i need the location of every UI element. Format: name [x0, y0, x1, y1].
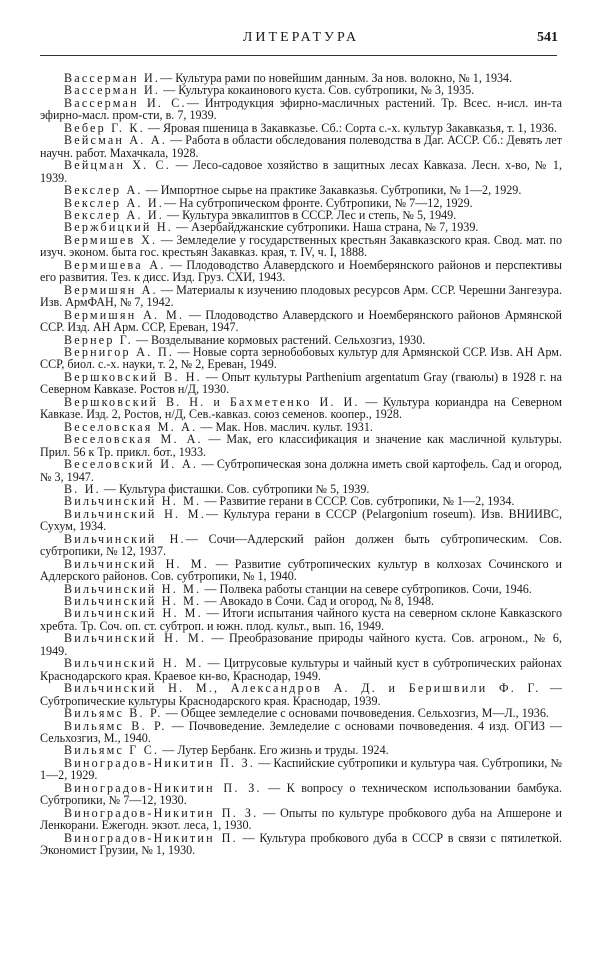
entry-author: Виноградов-Никитин П. З.	[64, 780, 262, 795]
entry-author: Вермишян А.	[64, 282, 158, 297]
entry-author: Вернигор А. П.	[64, 344, 175, 359]
bibliography-entry	[40, 782, 562, 807]
entry-text: — Авокадо в Сочи. Сад и огород, № 8, 1948.	[201, 594, 435, 609]
bibliography-entry	[40, 234, 562, 259]
entry-author: Виноградов-Никитин П. З.	[64, 755, 256, 770]
bibliography-entry	[40, 371, 562, 396]
entry-text: — Азербайджанские субтропики. Наша страна, № 7, 1939.	[172, 220, 479, 235]
bibliography-entry	[40, 832, 562, 857]
entry-text: — Материалы к изучению плодовых ресурсов Арм. ССР. Черешни Зангезура. Изв. АрмФАН, № 7, 1942.	[40, 282, 562, 310]
entry-text: — К вопросу о техническом использовании бамбука. Субтропики, № 7—12, 1930.	[40, 780, 562, 808]
entry-text: — Цитрусовые культуры и чайный куст в субтропических районах Краснодарского края. Краевое кн-во, Краснодар, 1949.	[40, 656, 562, 683]
entry-author: Векслер А. И.	[64, 207, 164, 222]
bibliography-entry	[40, 284, 562, 309]
entry-author: Вейсман А. А.	[64, 133, 167, 148]
bibliography-entry	[40, 433, 562, 458]
entry-text: — Опыты по культуре пробкового дуба на Апшероне и Ленкорани. Ежегодн. экзот. леса, 1, 1930.	[40, 805, 562, 833]
entry-text: — Культура фисташки. Сов. субтропики № 5, 1939.	[100, 481, 370, 496]
entry-text: — Новые сорта зернобобовых культур для Армянской ССР. Изв. АН Арм. ССР, биол. с.-х. науки, т. 2, № 2, Ереван, 1949.	[40, 344, 562, 372]
bibliography-entry	[40, 607, 562, 632]
bibliography-entry	[40, 396, 562, 421]
entry-text: — Импортное сырье на практике Закавказья. Субтропики, № 1—2, 1929.	[142, 183, 522, 198]
entry-text: — Субтропические культуры Краснодарского края. Краснодар, 1939.	[40, 681, 562, 708]
entry-author: Веселовская М. А.	[64, 432, 203, 447]
bibliography-entry	[40, 757, 562, 782]
bibliography-entry	[40, 458, 562, 483]
entry-author: Векслер А.	[64, 183, 143, 198]
entry-author: Вильчинский Н. М.	[64, 494, 202, 509]
bibliography-entry	[40, 97, 562, 122]
entry-text: — Мак. Нов. маслич. культ. 1931.	[197, 419, 373, 434]
entry-text: — Плодоводство Алавердского и Ноемберянского районов Армянской ССР. Изд. АН Арм. ССР, Ереван, 1947.	[40, 307, 563, 335]
entry-text: — Каспийские субтропики и культура чая. Субтропики, № 1—2, 1929.	[40, 755, 562, 783]
entry-author: Виноградов-Никитин П.	[64, 830, 238, 845]
entry-text: — Развитие субтропических культур в колхозах Сочинского и Адлерского районов. Сов. субтропики, № 1, 1940.	[40, 556, 562, 584]
bibliography-entry	[40, 159, 562, 184]
entry-author: Вернер Г.	[64, 332, 133, 347]
bibliography-entry	[40, 682, 562, 707]
entry-author: Вильямс Г С.	[64, 743, 160, 758]
entry-author: В. И.	[64, 481, 101, 496]
entry-author: Веселовская М. А.	[64, 419, 198, 434]
entry-author: Вильчинский Н.	[64, 531, 186, 546]
entry-text: — Общее земледелие с основами почвоведения. Сельхозгиз, М—Л., 1936.	[162, 706, 549, 721]
page-number: 541	[537, 30, 558, 45]
entry-text: — Субтропическая зона должна иметь свой картофель. Сад и огород, № 3, 1947.	[40, 457, 562, 484]
bibliography-entry	[40, 558, 562, 583]
entry-author: Вильчинский Н. М.	[64, 631, 207, 646]
entry-text: — Возделывание кормовых растений. Сельхозгиз, 1930.	[132, 332, 426, 347]
entry-author: Вассерман И. С.	[64, 95, 187, 110]
entry-text: — Лесо-садовое хозяйство в защитных лесах Кавказа. Лесн. х-во, № 1, 1939.	[40, 158, 562, 185]
entry-author: Вассерман И.	[64, 83, 161, 98]
entry-text: — Яровая пшеница в Закавказье. Сб.: Сорта с.-х. культур Закавказья, т. 1, 1936.	[144, 120, 557, 135]
entry-author: Вильчинский Н. М.	[64, 556, 209, 571]
bibliography-entry	[40, 657, 562, 682]
entry-text: — Культура кокаинового куста. Сов. субтропики, № 3, 1935.	[160, 83, 475, 98]
entry-text: — Культура кориандра на Северном Кавказе. Изд. 2, Ростов, н/Д, Сев.-кавказ. союз семенов. коопер., 1928.	[40, 394, 563, 422]
entry-text: — Земледелие у государственных крестьян Закавказского края. Свод. мат. по изуч. эконом. быта гос. крестьян Закавказ. края, т. IV, ч. I, 1888.	[40, 232, 563, 260]
bibliography-entry	[40, 508, 562, 533]
entry-author: Векслер А. И.	[64, 195, 164, 210]
header-rule	[40, 55, 557, 56]
entry-author: Виноградов-Никитин П. З.	[64, 805, 259, 820]
page-header	[40, 30, 562, 50]
entry-text: — Развитие герани в СССР. Сов. субтропики, № 1—2, 1934.	[201, 494, 515, 509]
entry-text: — Опыт культуры Parthenium argentatum Gray (гваюлы) в 1928 г. на Северном Кавказе. Ростов н/Д, 1930.	[40, 369, 562, 397]
entry-text: — Плодоводство Алавердского и Ноемберянского районов и перспективы его развития. Тез. к дисс. Изд. Груз. СХИ, 1943.	[40, 257, 563, 285]
entry-author: Вермишева А.	[64, 257, 166, 272]
entry-author: Вассерман И.	[64, 71, 161, 85]
entry-text: — Интродукция эфирно-масличных растений. Тр. Всес. н-исл. ин-та эфирно-масл. пром-сти, в. 7, 1939.	[40, 95, 562, 123]
entry-author: Вебер Г. К.	[64, 120, 145, 135]
entry-author: Вершковский В. Н.	[64, 369, 202, 384]
bibliography-entry	[40, 259, 562, 284]
bibliography-entry	[40, 533, 562, 558]
entry-author: Веселовский И. А.	[64, 457, 199, 472]
entry-author: Вильчинский Н. М.	[64, 656, 204, 671]
entry-text: — Мак, его классификация и значение как масличной культуры. Прил. 56 к Тр. прикл. бот., 1933.	[40, 432, 562, 459]
entry-text: — Итоги испытания чайного куста на северном склоне Кавказского хребта. Тр. Соч. оп. ст. субтроп. и южн. плод. культ., вып. 16, 1949.	[40, 606, 562, 633]
entry-author: Вермишян А. М.	[64, 307, 185, 322]
entry-text: — Культура эвкалиптов в СССР. Лес и степь, № 5, 1949.	[164, 207, 457, 222]
bibliography-entry	[40, 720, 562, 745]
entry-author: Вильчинский Н. М.	[64, 506, 206, 521]
entry-text: — Почвоведение. Земледелие с основами почвоведения. 4 изд. ОГИЗ — Сельхозгиз, М., 1940.	[40, 718, 562, 746]
entry-author: Вершковский В. Н. и Бахметенко И. И.	[64, 394, 360, 409]
entry-author: Вермишев Х.	[64, 232, 158, 247]
section-title: ЛИТЕРАТУРА	[242, 30, 360, 45]
entry-author: Вейцман Х. С.	[64, 158, 171, 173]
entry-text: — Полвека работы станции на севере субтропиков. Сочи, 1946.	[201, 581, 532, 596]
bibliography-entry	[40, 309, 562, 334]
bibliography-entry	[40, 134, 562, 159]
entry-text: — На субтропическом фронте. Субтропики, № 7—12, 1929.	[164, 195, 473, 210]
entry-text: — Сочи—Адлерский район должен быть субтропическим. Сов. субтропики, № 12, 1937.	[40, 531, 562, 559]
entry-text: — Культура пробкового дуба в СССР в связи с пятилеткой. Экономист Грузии, № 1, 1930.	[40, 830, 563, 858]
entry-author: Вильчинский Н. М.	[64, 581, 202, 596]
bibliography-list	[40, 72, 562, 857]
entry-text: — Преобразование природы чайного куста. Сов. агроном., № 6, 1949.	[40, 631, 562, 658]
entry-author: Вильямс В. Р.	[64, 706, 163, 721]
entry-author: Вильчинский Н. М.	[64, 606, 203, 621]
bibliography-entry	[40, 632, 562, 657]
entry-author: Вильчинский Н. М.	[64, 594, 202, 609]
entry-author: Вильчинский Н. М., Александров А. Д. и Беришвили Ф. Г.	[64, 681, 541, 696]
entry-text: — Культура рами по новейшим данным. За нов. волокно, № 1, 1934.	[160, 71, 513, 85]
entry-author: Вержбицкий Н.	[64, 220, 173, 235]
entry-text: — Культура герани в СССР (Pelargonium roseum). Изв. ВНИИВС, Сухум, 1934.	[40, 506, 562, 534]
entry-author: Вильямс В. Р.	[64, 718, 167, 733]
bibliography-entry	[40, 346, 562, 371]
entry-text: — Лутер Бербанк. Его жизнь и труды. 1924.	[159, 743, 389, 758]
entry-text: — Работа в области обследования полеводства в Даг. АССР. Сб.: Девять лет научн. работ. Махачкала, 1928.	[40, 133, 562, 160]
bibliography-entry	[40, 807, 562, 832]
